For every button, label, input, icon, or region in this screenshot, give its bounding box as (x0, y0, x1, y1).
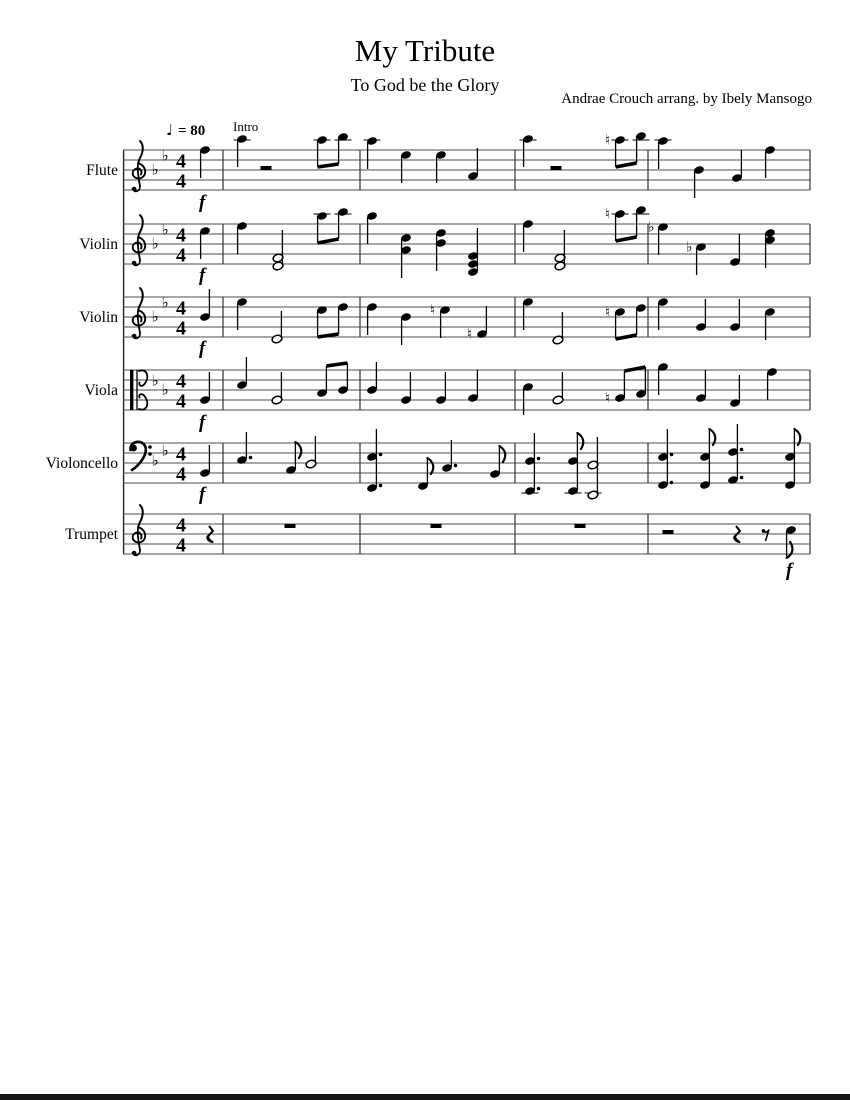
beam (616, 163, 637, 167)
augmentation-dot (379, 484, 383, 488)
augmentation-dot (249, 456, 253, 460)
time-signature-numerator: 4 (176, 370, 186, 393)
key-signature-flat-icon: ♭ (161, 293, 169, 312)
eighth-rest (764, 530, 770, 542)
flat-accidental-icon: ♭ (686, 239, 693, 256)
composer-credit: Andrae Crouch arrang. by Ibely Mansogo (561, 91, 812, 107)
instrument-label: Viola (84, 382, 118, 399)
augmentation-dot (670, 453, 674, 457)
time-signature-denominator: 4 (176, 244, 186, 267)
eighth-flag (427, 458, 433, 474)
time-signature-numerator: 4 (176, 297, 186, 320)
instrument-label: Violin (79, 236, 118, 253)
augmentation-dot (537, 457, 541, 461)
piece-subtitle: To God be the Glory (350, 75, 500, 95)
eighth-flag (499, 446, 505, 462)
staff-flute-0 (86, 131, 810, 213)
natural-accidental-icon: ♮ (467, 326, 473, 343)
bass-clef-icon (130, 442, 152, 470)
time-signature-numerator: 4 (176, 514, 186, 537)
staff-violin-1 (79, 205, 810, 286)
dynamic-forte: f (786, 560, 793, 581)
dynamic-forte: f (199, 412, 206, 433)
key-signature-flat-icon: ♭ (161, 441, 169, 460)
augmentation-dot (670, 481, 674, 485)
dynamic-forte: f (199, 338, 206, 359)
beam (616, 237, 637, 241)
dynamic-forte: f (199, 192, 206, 213)
key-signature-flat-icon: ♭ (151, 307, 159, 326)
page-bottom-edge (0, 1094, 850, 1100)
tempo-value: = 80 (178, 123, 206, 139)
time-signature-denominator: 4 (176, 170, 186, 193)
key-signature-flat-icon: ♭ (161, 220, 169, 239)
instrument-label: Trumpet (65, 526, 118, 543)
key-signature-flat-icon: ♭ (161, 146, 169, 165)
whole-rest (575, 524, 586, 528)
key-signature-flat-icon: ♭ (151, 160, 159, 179)
treble-clef-icon (132, 288, 145, 338)
flat-accidental-icon: ♭ (648, 219, 655, 236)
piece-title: My Tribute (354, 33, 496, 68)
staff-viola-3 (84, 357, 810, 433)
time-signature-denominator: 4 (176, 390, 186, 413)
treble-clef-icon (132, 215, 145, 265)
treble-clef-icon (132, 141, 145, 191)
beam (616, 335, 637, 339)
half-rest (551, 166, 562, 170)
whole-rest (431, 524, 442, 528)
natural-accidental-icon: ♮ (430, 302, 436, 319)
instrument-label: Flute (86, 162, 118, 179)
whole-rest (285, 524, 296, 528)
key-signature-flat-icon: ♭ (151, 371, 159, 390)
natural-accidental-icon: ♮ (605, 206, 611, 223)
rehearsal-mark: Intro (233, 119, 259, 134)
time-signature-numerator: 4 (176, 150, 186, 173)
beam (318, 239, 339, 243)
beam (326, 363, 347, 366)
time-signature-denominator: 4 (176, 317, 186, 340)
staff-trumpet-5 (65, 505, 810, 581)
staff-violin-2 (79, 288, 810, 359)
tempo-note-icon: ♩ (166, 121, 174, 139)
augmentation-dot (740, 476, 744, 480)
key-signature-flat-icon: ♭ (161, 380, 169, 399)
treble-clef-icon (132, 505, 145, 555)
half-rest (663, 530, 674, 534)
key-signature-flat-icon: ♭ (151, 234, 159, 253)
natural-accidental-icon: ♮ (605, 132, 611, 149)
time-signature-numerator: 4 (176, 224, 186, 247)
dynamic-forte: f (199, 265, 206, 286)
augmentation-dot (454, 464, 458, 468)
time-signature-denominator: 4 (176, 463, 186, 486)
dynamic-forte: f (199, 484, 206, 505)
half-rest (261, 166, 272, 170)
staff-violoncello-4 (46, 424, 810, 505)
time-signature-numerator: 4 (176, 443, 186, 466)
time-signature-denominator: 4 (176, 534, 186, 557)
eighth-flag (577, 433, 583, 449)
augmentation-dot (537, 487, 541, 491)
beam (318, 164, 339, 167)
augmentation-dot (740, 448, 744, 452)
natural-accidental-icon: ♮ (605, 390, 611, 407)
augmentation-dot (379, 453, 383, 457)
eighth-flag (295, 442, 301, 458)
natural-accidental-icon: ♮ (605, 304, 611, 321)
instrument-label: Violin (79, 309, 118, 326)
key-signature-flat-icon: ♭ (151, 451, 159, 470)
instrument-label: Violoncello (45, 455, 118, 472)
